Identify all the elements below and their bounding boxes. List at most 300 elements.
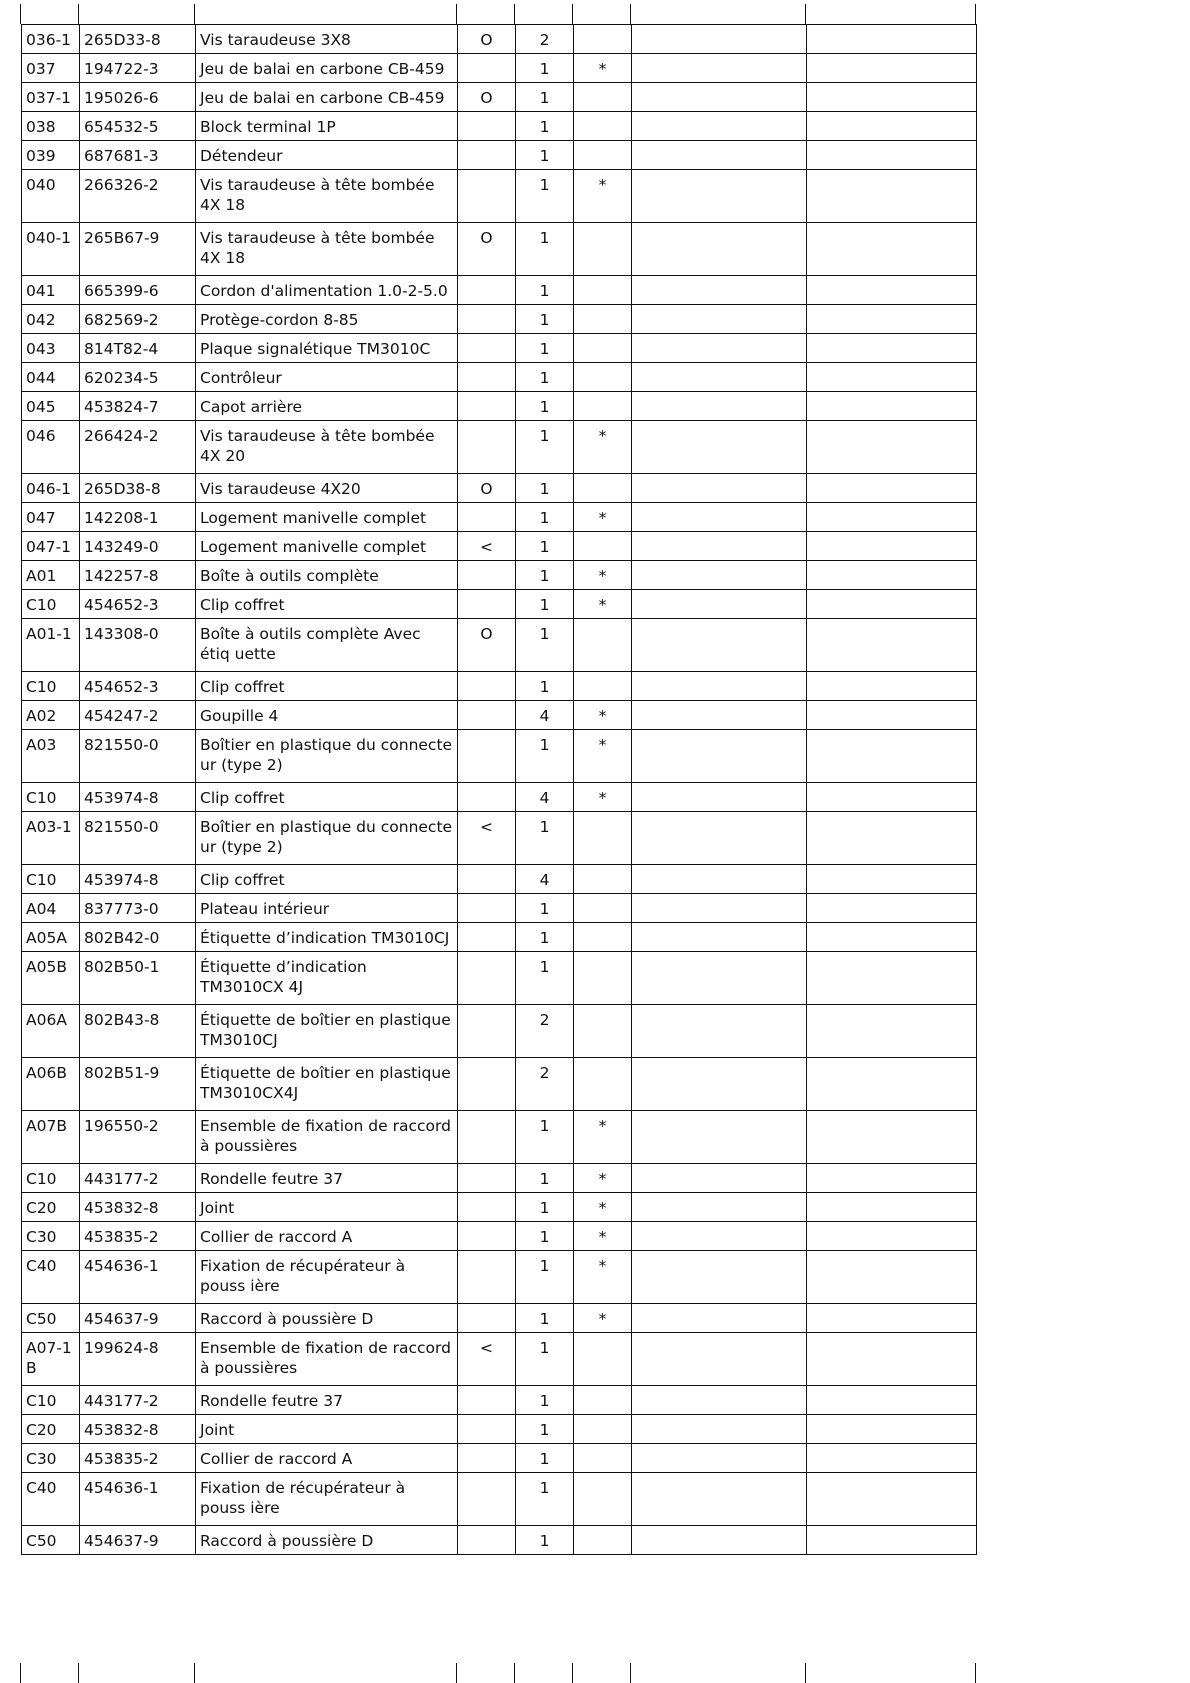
extra-cell-2 xyxy=(807,334,977,363)
description-cell: Clip coffret xyxy=(196,783,458,812)
option-cell xyxy=(458,141,516,170)
extra-cell-2 xyxy=(807,619,977,672)
extra-cell-1 xyxy=(632,865,807,894)
extra-cell-1 xyxy=(632,1222,807,1251)
part-number-cell: 802B51-9 xyxy=(80,1058,196,1111)
table-row xyxy=(22,783,977,812)
extra-cell-1 xyxy=(632,1058,807,1111)
item-number-cell: 040 xyxy=(22,170,80,223)
column-divider-line xyxy=(975,1663,976,1683)
quantity-cell: 1 xyxy=(516,590,574,619)
item-number-cell: A05B xyxy=(22,952,80,1005)
table-row xyxy=(22,474,977,503)
description-cell: Boîtier en plastique du connecte ur (type 2) xyxy=(196,812,458,865)
extra-cell-1 xyxy=(632,1526,807,1555)
part-number-cell: 654532-5 xyxy=(80,112,196,141)
description-cell: Boîte à outils complète Avec étiq uette xyxy=(196,619,458,672)
extra-cell-1 xyxy=(632,894,807,923)
note-cell: * xyxy=(574,170,632,223)
quantity-cell: 1 xyxy=(516,392,574,421)
note-cell xyxy=(574,894,632,923)
quantity-cell: 4 xyxy=(516,701,574,730)
part-number-cell: 454636-1 xyxy=(80,1251,196,1304)
table-row xyxy=(22,1473,977,1526)
description-cell: Raccord à poussière D xyxy=(196,1304,458,1333)
note-cell: * xyxy=(574,421,632,474)
option-cell xyxy=(458,1058,516,1111)
item-number-cell: 036-1 xyxy=(22,25,80,54)
table-row xyxy=(22,1251,977,1304)
option-cell xyxy=(458,894,516,923)
table-row xyxy=(22,923,977,952)
item-number-cell: 037-1 xyxy=(22,83,80,112)
description-cell: Jeu de balai en carbone CB-459 xyxy=(196,83,458,112)
part-number-cell: 265B67-9 xyxy=(80,223,196,276)
option-cell xyxy=(458,503,516,532)
extra-cell-1 xyxy=(632,783,807,812)
extra-cell-2 xyxy=(807,83,977,112)
part-number-cell: 443177-2 xyxy=(80,1164,196,1193)
description-cell: Fixation de récupérateur à pouss ière xyxy=(196,1473,458,1526)
column-divider-line xyxy=(805,4,806,24)
quantity-cell: 1 xyxy=(516,363,574,392)
part-number-cell: 195026-6 xyxy=(80,83,196,112)
note-cell xyxy=(574,392,632,421)
note-cell xyxy=(574,363,632,392)
item-number-cell: C10 xyxy=(22,590,80,619)
quantity-cell: 4 xyxy=(516,865,574,894)
description-cell: Raccord à poussière D xyxy=(196,1526,458,1555)
note-cell xyxy=(574,25,632,54)
note-cell xyxy=(574,1386,632,1415)
description-cell: Plaque signalétique TM3010C xyxy=(196,334,458,363)
table-row xyxy=(22,305,977,334)
extra-cell-1 xyxy=(632,503,807,532)
extra-cell-1 xyxy=(632,305,807,334)
note-cell: * xyxy=(574,1164,632,1193)
description-cell: Joint xyxy=(196,1415,458,1444)
extra-cell-2 xyxy=(807,672,977,701)
option-cell xyxy=(458,590,516,619)
part-number-cell: 453974-8 xyxy=(80,783,196,812)
part-number-cell: 682569-2 xyxy=(80,305,196,334)
description-cell: Boîte à outils complète xyxy=(196,561,458,590)
item-number-cell: C10 xyxy=(22,1386,80,1415)
option-cell: O xyxy=(458,25,516,54)
option-cell xyxy=(458,305,516,334)
table-row xyxy=(22,1005,977,1058)
extra-cell-2 xyxy=(807,952,977,1005)
table-top-continuation xyxy=(21,4,976,24)
column-divider-line xyxy=(78,4,79,24)
description-cell: Étiquette de boîtier en plastique TM3010CJ xyxy=(196,1005,458,1058)
note-cell xyxy=(574,532,632,561)
extra-cell-2 xyxy=(807,1526,977,1555)
table-row xyxy=(22,1415,977,1444)
note-cell xyxy=(574,1058,632,1111)
column-divider-line xyxy=(194,4,195,24)
extra-cell-2 xyxy=(807,54,977,83)
table-row xyxy=(22,1304,977,1333)
description-cell: Vis taraudeuse 3X8 xyxy=(196,25,458,54)
item-number-cell: 044 xyxy=(22,363,80,392)
extra-cell-1 xyxy=(632,1005,807,1058)
option-cell xyxy=(458,1164,516,1193)
note-cell xyxy=(574,83,632,112)
description-cell: Logement manivelle complet xyxy=(196,503,458,532)
extra-cell-1 xyxy=(632,1386,807,1415)
part-number-cell: 142208-1 xyxy=(80,503,196,532)
extra-cell-2 xyxy=(807,783,977,812)
item-number-cell: 047 xyxy=(22,503,80,532)
description-cell: Boîtier en plastique du connecte ur (type 2) xyxy=(196,730,458,783)
extra-cell-2 xyxy=(807,276,977,305)
table-row xyxy=(22,112,977,141)
item-number-cell: C40 xyxy=(22,1473,80,1526)
option-cell xyxy=(458,54,516,83)
quantity-cell: 1 xyxy=(516,561,574,590)
quantity-cell: 1 xyxy=(516,112,574,141)
extra-cell-2 xyxy=(807,170,977,223)
extra-cell-2 xyxy=(807,1251,977,1304)
extra-cell-2 xyxy=(807,1193,977,1222)
column-divider-line xyxy=(20,4,21,24)
extra-cell-1 xyxy=(632,590,807,619)
table-row xyxy=(22,1526,977,1555)
option-cell xyxy=(458,1304,516,1333)
item-number-cell: A03 xyxy=(22,730,80,783)
extra-cell-2 xyxy=(807,1164,977,1193)
description-cell: Ensemble de fixation de raccord à poussières xyxy=(196,1111,458,1164)
option-cell: < xyxy=(458,532,516,561)
part-number-cell: 802B42-0 xyxy=(80,923,196,952)
table-row xyxy=(22,83,977,112)
option-cell xyxy=(458,1526,516,1555)
item-number-cell: A07-1 B xyxy=(22,1333,80,1386)
item-number-cell: A06B xyxy=(22,1058,80,1111)
note-cell xyxy=(574,276,632,305)
part-number-cell: 453832-8 xyxy=(80,1193,196,1222)
table-row xyxy=(22,1058,977,1111)
description-cell: Clip coffret xyxy=(196,590,458,619)
extra-cell-2 xyxy=(807,305,977,334)
item-number-cell: 046-1 xyxy=(22,474,80,503)
quantity-cell: 1 xyxy=(516,923,574,952)
description-cell: Clip coffret xyxy=(196,865,458,894)
item-number-cell: A01-1 xyxy=(22,619,80,672)
note-cell xyxy=(574,141,632,170)
option-cell xyxy=(458,421,516,474)
extra-cell-2 xyxy=(807,812,977,865)
note-cell xyxy=(574,223,632,276)
item-number-cell: 040-1 xyxy=(22,223,80,276)
item-number-cell: C10 xyxy=(22,1164,80,1193)
table-row xyxy=(22,1222,977,1251)
extra-cell-1 xyxy=(632,170,807,223)
note-cell: * xyxy=(574,730,632,783)
item-number-cell: 042 xyxy=(22,305,80,334)
quantity-cell: 2 xyxy=(516,25,574,54)
extra-cell-1 xyxy=(632,1333,807,1386)
item-number-cell: C10 xyxy=(22,672,80,701)
extra-cell-1 xyxy=(632,112,807,141)
extra-cell-1 xyxy=(632,363,807,392)
table-row xyxy=(22,392,977,421)
option-cell xyxy=(458,1473,516,1526)
column-divider-line xyxy=(630,4,631,24)
quantity-cell: 1 xyxy=(516,619,574,672)
part-number-cell: 802B50-1 xyxy=(80,952,196,1005)
quantity-cell: 1 xyxy=(516,1251,574,1304)
part-number-cell: 453824-7 xyxy=(80,392,196,421)
item-number-cell: 037 xyxy=(22,54,80,83)
note-cell xyxy=(574,1005,632,1058)
part-number-cell: 687681-3 xyxy=(80,141,196,170)
item-number-cell: A06A xyxy=(22,1005,80,1058)
table-row xyxy=(22,812,977,865)
table-row xyxy=(22,276,977,305)
description-cell: Collier de raccord A xyxy=(196,1444,458,1473)
extra-cell-2 xyxy=(807,474,977,503)
option-cell xyxy=(458,865,516,894)
table-row xyxy=(22,1444,977,1473)
part-number-cell: 443177-2 xyxy=(80,1386,196,1415)
part-number-cell: 199624-8 xyxy=(80,1333,196,1386)
part-number-cell: 814T82-4 xyxy=(80,334,196,363)
note-cell: * xyxy=(574,561,632,590)
table-row xyxy=(22,1333,977,1386)
item-number-cell: C20 xyxy=(22,1415,80,1444)
quantity-cell: 1 xyxy=(516,276,574,305)
table-row xyxy=(22,1111,977,1164)
quantity-cell: 1 xyxy=(516,170,574,223)
part-number-cell: 453835-2 xyxy=(80,1222,196,1251)
quantity-cell: 1 xyxy=(516,305,574,334)
extra-cell-2 xyxy=(807,1005,977,1058)
column-divider-line xyxy=(514,1663,515,1683)
description-cell: Protège-cordon 8-85 xyxy=(196,305,458,334)
extra-cell-2 xyxy=(807,561,977,590)
note-cell xyxy=(574,305,632,334)
part-number-cell: 665399-6 xyxy=(80,276,196,305)
item-number-cell: 045 xyxy=(22,392,80,421)
quantity-cell: 4 xyxy=(516,783,574,812)
item-number-cell: C40 xyxy=(22,1251,80,1304)
note-cell xyxy=(574,1333,632,1386)
option-cell xyxy=(458,363,516,392)
extra-cell-1 xyxy=(632,1251,807,1304)
extra-cell-2 xyxy=(807,112,977,141)
extra-cell-2 xyxy=(807,1304,977,1333)
extra-cell-1 xyxy=(632,532,807,561)
column-divider-line xyxy=(194,1663,195,1683)
note-cell xyxy=(574,952,632,1005)
quantity-cell: 1 xyxy=(516,730,574,783)
description-cell: Capot arrière xyxy=(196,392,458,421)
extra-cell-2 xyxy=(807,1386,977,1415)
description-cell: Vis taraudeuse à tête bombée 4X 18 xyxy=(196,170,458,223)
item-number-cell: C50 xyxy=(22,1304,80,1333)
extra-cell-2 xyxy=(807,1444,977,1473)
option-cell xyxy=(458,923,516,952)
extra-cell-2 xyxy=(807,223,977,276)
extra-cell-2 xyxy=(807,1333,977,1386)
note-cell: * xyxy=(574,783,632,812)
extra-cell-2 xyxy=(807,701,977,730)
quantity-cell: 1 xyxy=(516,1444,574,1473)
extra-cell-2 xyxy=(807,590,977,619)
item-number-cell: A02 xyxy=(22,701,80,730)
extra-cell-1 xyxy=(632,223,807,276)
option-cell xyxy=(458,112,516,141)
option-cell: < xyxy=(458,1333,516,1386)
option-cell: < xyxy=(458,812,516,865)
extra-cell-1 xyxy=(632,141,807,170)
extra-cell-1 xyxy=(632,1473,807,1526)
description-cell: Ensemble de fixation de raccord à poussières xyxy=(196,1333,458,1386)
option-cell: O xyxy=(458,619,516,672)
option-cell xyxy=(458,1251,516,1304)
item-number-cell: C20 xyxy=(22,1193,80,1222)
table-row xyxy=(22,672,977,701)
part-number-cell: 821550-0 xyxy=(80,812,196,865)
note-cell: * xyxy=(574,54,632,83)
quantity-cell: 1 xyxy=(516,894,574,923)
table-row xyxy=(22,223,977,276)
extra-cell-1 xyxy=(632,812,807,865)
item-number-cell: C50 xyxy=(22,1526,80,1555)
extra-cell-1 xyxy=(632,474,807,503)
description-cell: Clip coffret xyxy=(196,672,458,701)
extra-cell-1 xyxy=(632,334,807,363)
column-divider-line xyxy=(456,4,457,24)
option-cell xyxy=(458,1193,516,1222)
table-row xyxy=(22,619,977,672)
note-cell: * xyxy=(574,503,632,532)
option-cell xyxy=(458,1111,516,1164)
note-cell xyxy=(574,1444,632,1473)
item-number-cell: A03-1 xyxy=(22,812,80,865)
column-divider-line xyxy=(572,4,573,24)
quantity-cell: 1 xyxy=(516,672,574,701)
description-cell: Détendeur xyxy=(196,141,458,170)
extra-cell-2 xyxy=(807,141,977,170)
part-number-cell: 143249-0 xyxy=(80,532,196,561)
item-number-cell: A04 xyxy=(22,894,80,923)
quantity-cell: 1 xyxy=(516,532,574,561)
description-cell: Contrôleur xyxy=(196,363,458,392)
quantity-cell: 1 xyxy=(516,1164,574,1193)
description-cell: Joint xyxy=(196,1193,458,1222)
table-row xyxy=(22,1164,977,1193)
description-cell: Rondelle feutre 37 xyxy=(196,1386,458,1415)
extra-cell-1 xyxy=(632,923,807,952)
item-number-cell: 038 xyxy=(22,112,80,141)
part-number-cell: 454247-2 xyxy=(80,701,196,730)
item-number-cell: 047-1 xyxy=(22,532,80,561)
extra-cell-2 xyxy=(807,1473,977,1526)
quantity-cell: 1 xyxy=(516,1222,574,1251)
description-cell: Vis taraudeuse 4X20 xyxy=(196,474,458,503)
column-divider-line xyxy=(572,1663,573,1683)
description-cell: Collier de raccord A xyxy=(196,1222,458,1251)
extra-cell-2 xyxy=(807,730,977,783)
note-cell xyxy=(574,1473,632,1526)
note-cell xyxy=(574,672,632,701)
quantity-cell: 2 xyxy=(516,1058,574,1111)
table-row xyxy=(22,590,977,619)
table-row xyxy=(22,54,977,83)
option-cell: O xyxy=(458,83,516,112)
part-number-cell: 453832-8 xyxy=(80,1415,196,1444)
description-cell: Cordon d'alimentation 1.0-2-5.0 xyxy=(196,276,458,305)
part-number-cell: 143308-0 xyxy=(80,619,196,672)
item-number-cell: A07B xyxy=(22,1111,80,1164)
quantity-cell: 1 xyxy=(516,141,574,170)
description-cell: Étiquette de boîtier en plastique TM3010CX4J xyxy=(196,1058,458,1111)
description-cell: Étiquette d’indication TM3010CX 4J xyxy=(196,952,458,1005)
table-row xyxy=(22,25,977,54)
option-cell xyxy=(458,730,516,783)
note-cell: * xyxy=(574,1304,632,1333)
quantity-cell: 1 xyxy=(516,1526,574,1555)
extra-cell-2 xyxy=(807,1058,977,1111)
quantity-cell: 1 xyxy=(516,1386,574,1415)
part-number-cell: 454652-3 xyxy=(80,590,196,619)
extra-cell-2 xyxy=(807,503,977,532)
extra-cell-1 xyxy=(632,561,807,590)
option-cell xyxy=(458,170,516,223)
column-divider-line xyxy=(805,1663,806,1683)
table-row xyxy=(22,865,977,894)
extra-cell-1 xyxy=(632,730,807,783)
table-row xyxy=(22,532,977,561)
extra-cell-2 xyxy=(807,1415,977,1444)
quantity-cell: 2 xyxy=(516,1005,574,1058)
part-number-cell: 453835-2 xyxy=(80,1444,196,1473)
item-number-cell: 039 xyxy=(22,141,80,170)
part-number-cell: 821550-0 xyxy=(80,730,196,783)
note-cell: * xyxy=(574,701,632,730)
option-cell xyxy=(458,783,516,812)
part-number-cell: 266424-2 xyxy=(80,421,196,474)
item-number-cell: C10 xyxy=(22,865,80,894)
extra-cell-2 xyxy=(807,894,977,923)
extra-cell-2 xyxy=(807,1111,977,1164)
part-number-cell: 265D38-8 xyxy=(80,474,196,503)
description-cell: Rondelle feutre 37 xyxy=(196,1164,458,1193)
extra-cell-1 xyxy=(632,952,807,1005)
item-number-cell: 046 xyxy=(22,421,80,474)
extra-cell-1 xyxy=(632,421,807,474)
note-cell xyxy=(574,812,632,865)
extra-cell-1 xyxy=(632,619,807,672)
description-cell: Vis taraudeuse à tête bombée 4X 20 xyxy=(196,421,458,474)
part-number-cell: 454636-1 xyxy=(80,1473,196,1526)
table-bottom-continuation xyxy=(21,1663,976,1683)
extra-cell-2 xyxy=(807,363,977,392)
quantity-cell: 1 xyxy=(516,223,574,276)
parts-list-body xyxy=(22,25,977,1555)
quantity-cell: 1 xyxy=(516,421,574,474)
extra-cell-1 xyxy=(632,672,807,701)
extra-cell-1 xyxy=(632,25,807,54)
table-row xyxy=(22,730,977,783)
extra-cell-1 xyxy=(632,1444,807,1473)
part-number-cell: 620234-5 xyxy=(80,363,196,392)
description-cell: Logement manivelle complet xyxy=(196,532,458,561)
table-row xyxy=(22,141,977,170)
